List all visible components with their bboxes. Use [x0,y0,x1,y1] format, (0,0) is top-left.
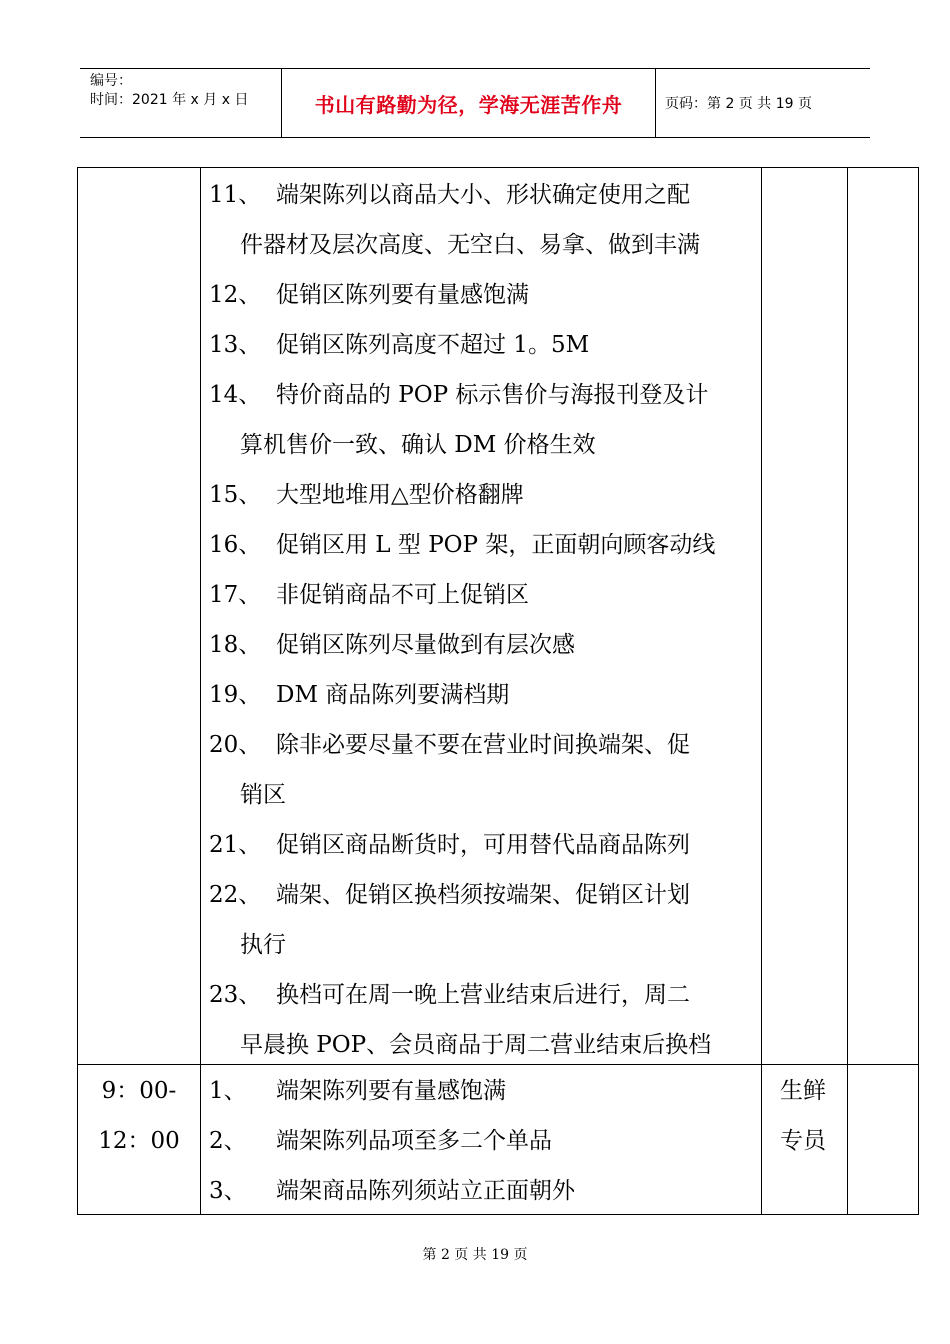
item-text: 端架陈列以商品大小、形状确定使用之配 [276,182,690,208]
item-number: 18、 [209,632,262,658]
list-item [209,870,765,920]
item-text: 端架陈列要有量感饱满 [276,1078,506,1104]
item-number: 2、 [209,1128,247,1154]
list-item [209,570,765,620]
list-item [209,170,765,220]
list-item [209,720,765,770]
header-page-code: 页码：第 2 页 共 19 页 [665,96,812,112]
item-number: 21、 [209,832,262,858]
item-number: 17、 [209,582,262,608]
item-text: DM 商品陈列要满档期 [276,682,510,708]
item-number: 11、 [209,182,262,208]
item-text: 促销区陈列尽量做到有层次感 [276,632,575,658]
table-border-top [77,167,919,168]
item-number: 3、 [209,1178,247,1204]
item-number: 19、 [209,682,262,708]
item-number: 22、 [209,882,262,908]
list-item [209,670,765,720]
role-cell [777,1066,829,1166]
item-text: 端架陈列品项至多二个单品 [276,1128,552,1154]
item-text: 除非必要尽量不要在营业时间换端架、促 [276,732,690,758]
item-text: 换档可在周一晚上营业结束后进行，周二 [276,982,690,1008]
header-meta [80,69,282,137]
item-number: 14、 [209,382,262,408]
page-footer: 第 2 页 共 19 页 [422,1247,528,1263]
item-text: 端架、促销区换档须按端架、促销区计划 [276,882,690,908]
table-border-left [77,167,78,1215]
section-item-list [209,1066,765,1216]
list-item [209,470,765,520]
list-item [209,970,765,1020]
list-item [209,370,765,420]
item-text: 促销区陈列高度不超过 1。5M [276,332,590,358]
list-item [209,1116,765,1166]
list-item [209,1166,765,1216]
continued-item-list [209,170,765,1070]
list-item [209,620,765,670]
table-divider-role [847,167,848,1215]
list-item [209,270,765,320]
header-motto: 书山有路勤为径，学海无涯苦作舟 [282,69,656,137]
item-number: 16、 [209,532,262,558]
header-date-label: 时间：2021 年 x 月 x 日 [90,92,249,108]
list-item [209,520,765,570]
item-text: 端架商品陈列须站立正面朝外 [276,1178,575,1204]
item-number: 20、 [209,732,262,758]
item-number: 1、 [209,1078,247,1104]
list-item [209,820,765,870]
header-number-label: 编号： [90,73,132,89]
page-header [80,68,870,138]
item-text: 促销区用 L 型 POP 架，正面朝向顾客动线 [276,532,716,558]
time-slot-start: 9：00- [101,1078,177,1104]
item-text-continued: 销区 [240,782,286,808]
list-item [209,1066,765,1116]
item-text: 促销区陈列要有量感饱满 [276,282,529,308]
procedure-table [77,167,919,1215]
list-item [209,320,765,370]
item-text: 大型地堆用△型价格翻牌 [276,482,524,508]
item-text: 非促销商品不可上促销区 [276,582,529,608]
item-number: 23、 [209,982,262,1008]
role-line-2: 专员 [780,1128,826,1154]
role-line-1: 生鲜 [780,1078,826,1104]
item-text-continued: 早晨换 POP、会员商品于周二营业结束后换档 [240,1032,712,1058]
item-text-continued: 件器材及层次高度、无空白、易拿、做到丰满 [240,232,700,258]
time-slot-cell [78,1066,200,1166]
item-text-continued: 算机售价一致、确认 DM 价格生效 [240,432,596,458]
item-text-continued: 执行 [240,932,286,958]
table-divider-time [200,167,201,1215]
item-number: 12、 [209,282,262,308]
item-text: 特价商品的 POP 标示售价与海报刊登及计 [276,382,709,408]
item-number: 13、 [209,332,262,358]
item-text: 促销区商品断货时，可用替代品商品陈列 [276,832,690,858]
item-number: 15、 [209,482,262,508]
table-border-right [918,167,919,1215]
time-slot-end: 12：00 [98,1128,180,1154]
